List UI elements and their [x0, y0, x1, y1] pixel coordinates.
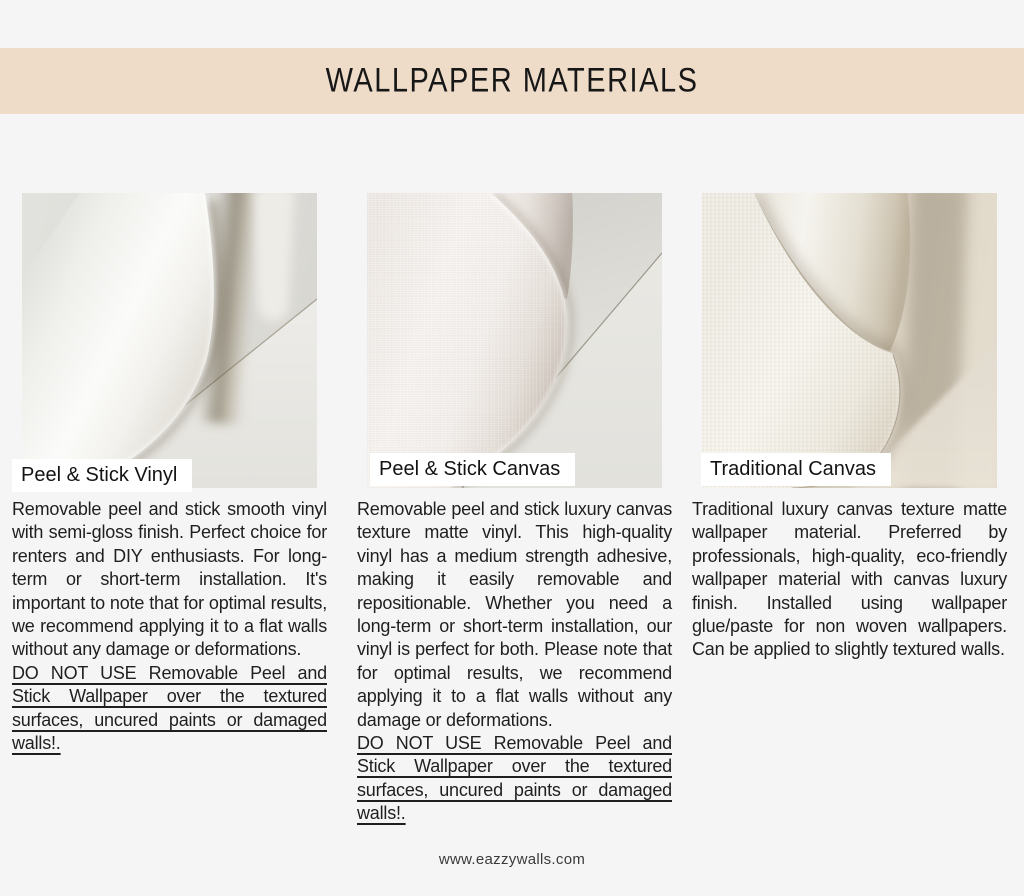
material-label-canvas: Peel & Stick Canvas	[370, 453, 575, 486]
page-title: WALLPAPER MATERIALS	[325, 61, 699, 100]
material-warning-vinyl: DO NOT USE Removable Peel and Stick Wallpaper over the textured surfaces, uncured paints or damaged walls!.	[12, 662, 327, 754]
material-card-traditional-canvas	[692, 193, 1007, 662]
canvas-vinyl-photo-illustration	[367, 193, 662, 488]
smooth-vinyl-photo-illustration	[22, 193, 317, 488]
material-label-traditional: Traditional Canvas	[701, 453, 891, 486]
material-description-traditional: Traditional luxury canvas texture matte wallpaper material. Preferred by professionals, high-quality, eco-friendly wallpaper material with canvas luxury finish. Installed using wallpaper glue/paste for non woven wallpapers. Can be applied to slightly textured walls.	[692, 499, 1007, 660]
traditional-canvas-photo-illustration	[702, 193, 997, 488]
header-band	[0, 48, 1024, 114]
material-photo-traditional	[702, 193, 997, 488]
website-url: www.eazzywalls.com	[438, 851, 586, 868]
material-photo-vinyl	[22, 193, 317, 488]
material-card-peel-stick-vinyl	[12, 193, 327, 755]
material-card-peel-stick-canvas	[357, 193, 672, 826]
material-description-vinyl: Removable peel and stick smooth vinyl with semi-gloss finish. Perfect choice for renters and DIY enthusiasts. For long-term or short-term installation. It's important to note that for optimal results, we recommend applying it to a flat walls without any damage or deformations.	[12, 499, 327, 660]
material-description-canvas: Removable peel and stick luxury canvas texture matte vinyl. This high-quality vinyl has a medium strength adhesive, making it easily removable and repositionable. Whether you need a long-term or short-term installation, our vinyl is perfect for both. Please note that for optimal results, we recommend applying it to a flat walls without any damage or deformations.	[357, 499, 672, 730]
material-label-vinyl: Peel & Stick Vinyl	[12, 459, 192, 492]
material-photo-canvas	[367, 193, 662, 488]
material-warning-canvas: DO NOT USE Removable Peel and Stick Wallpaper over the textured surfaces, uncured paints or damaged walls!.	[357, 733, 672, 824]
